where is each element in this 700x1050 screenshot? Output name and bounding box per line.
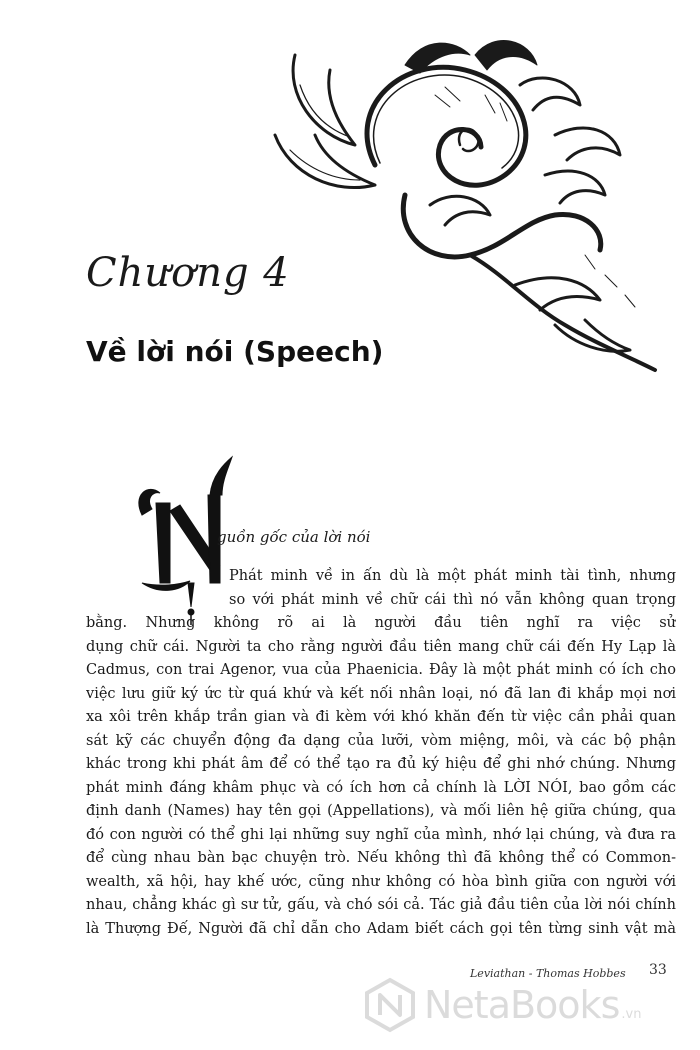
- body-line: dụng chữ cái. Người ta cho rằng người đầu tiên mang chữ cái đến Hy Lạp là: [86, 638, 676, 655]
- body-line: wealth, xã hội, hay khế ước, cũng như không có hòa bình giữa con người với: [86, 873, 676, 890]
- body-line: để cùng nhau bàn bạc chuyện trò. Nếu không thì đã không thể có Common-: [86, 850, 676, 866]
- watermark-text: NetaBooks: [424, 983, 620, 1027]
- body-line: Cadmus, con trai Agenor, vua của Phaenicia. Đây là một phát minh có ích cho: [86, 662, 676, 678]
- section-heading: guồn gốc của lời nói: [217, 528, 371, 546]
- footer-credit: Leviathan - Thomas Hobbes: [470, 967, 626, 980]
- body-line: khác trong khi phát âm để có thể tạo ra đủ ký hiệu để ghi nhớ chúng. Nhưng: [86, 756, 676, 772]
- body-line: xa xôi trên khắp trần gian và đi kèm với khó khăn đến từ việc cần phải quan: [86, 709, 676, 725]
- body-line: định danh (Names) hay tên gọi (Appellations), và mối liên hệ giữa chúng, qua: [86, 803, 676, 819]
- body-line: việc lưu giữ ký ức từ quá khứ và kết nối nhân loại, nó đã lan đi khắp mọi nơi: [86, 685, 676, 702]
- body-line: là Thượng Đế, Người đã chỉ dẫn cho Adam biết cách gọi tên từng sinh vật mà: [86, 920, 676, 937]
- body-line: sát kỹ các chuyển động đa dạng của lưỡi, vòm miệng, môi, và các bộ phận: [86, 732, 676, 749]
- page-number: 33: [649, 962, 667, 978]
- body-line: Phát minh về in ấn dù là một phát minh tài tình, nhưng: [229, 568, 676, 584]
- watermark-suffix: .vn: [621, 1006, 642, 1022]
- netabooks-logo-icon: [362, 977, 418, 1033]
- body-text: [86, 565, 676, 941]
- body-line: bằng. Nhưng không rõ ai là người đầu tiên nghĩ ra việc sử: [86, 615, 676, 631]
- body-line: đó con người có thể ghi lại những suy nghĩ của mình, nhớ lại chúng, và đưa ra: [86, 826, 676, 843]
- chapter-title: Về lời nói (Speech): [86, 335, 384, 368]
- body-line: nhau, chẳng khác gì sư tử, gấu, và chó sói cả. Tác giả đầu tiên của lời nói chính: [86, 897, 676, 913]
- body-line: phát minh đáng khâm phục và có ích hơn cả chính là LỜI NÓI, bao gồm các: [86, 779, 676, 796]
- body-line: so với phát minh về chữ cái thì nó vẫn không quan trọng: [229, 591, 676, 608]
- watermark: [362, 975, 641, 1035]
- chapter-label: Chương 4: [86, 250, 290, 296]
